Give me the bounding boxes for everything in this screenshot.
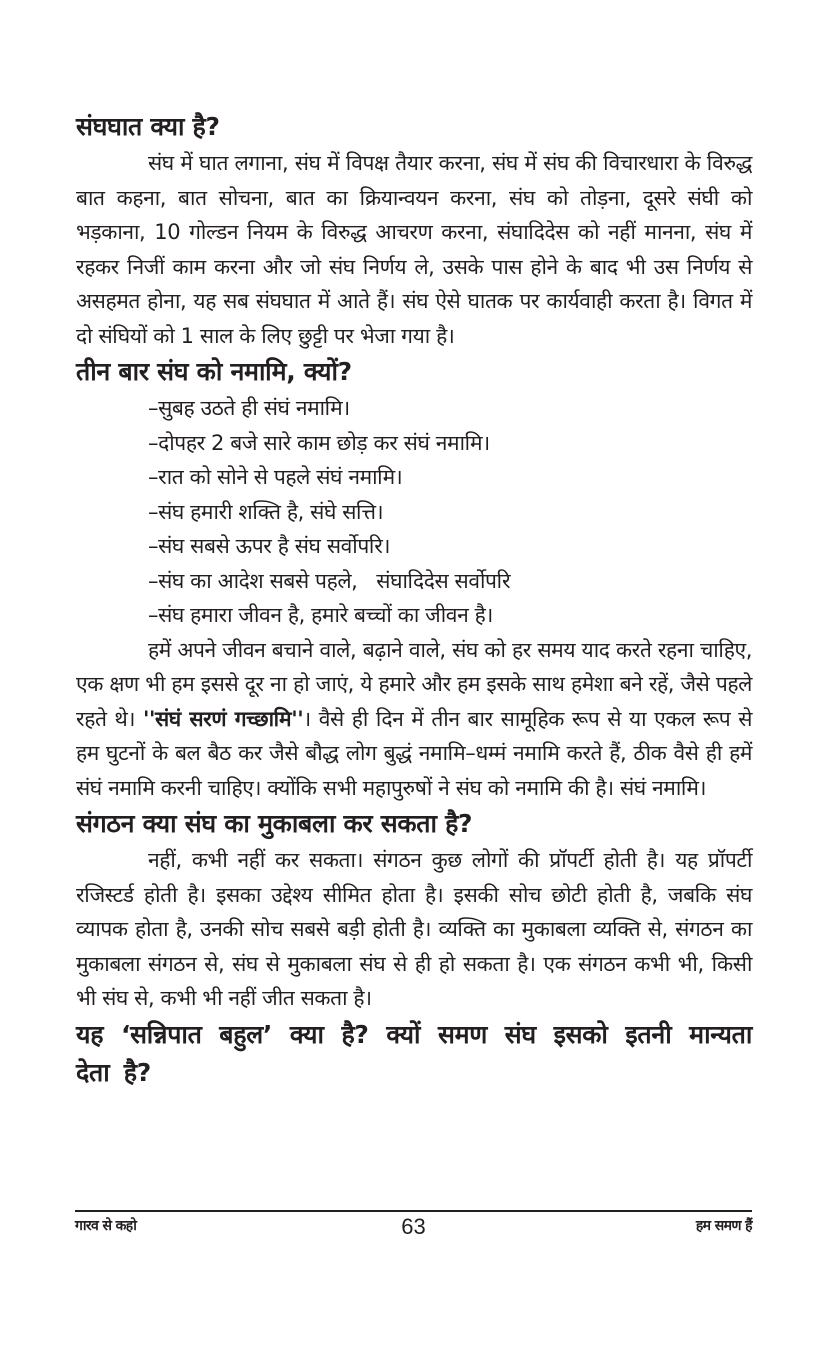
bold-quote: ''संघं सरणं गच्छामि'' [142,706,304,731]
section-heading-sannipat: यह ‘सन्निपात बहुल’ क्या है? क्यों समण संघ इसको इतनी मान्यता देता है? [76,1019,752,1087]
list-item: –सुबह उठते ही संघं नमामि। [148,396,350,420]
dash-list [76,391,752,633]
footer-running-head: हम समण हैं [695,1218,752,1234]
footer-book-title: गारव से कहो [75,1218,137,1234]
section-heading-sanghghat: संघघात क्या है? [76,112,220,141]
footer-divider [75,1210,752,1212]
section-heading-sangathan: संगठन क्या संघ का मुकाबला कर सकता है? [76,809,473,838]
paragraph-text: संघ में घात लगाना, संघ में विपक्ष तैयार करना, संघ में संघ की विचारधारा के विरुद्ध बात कहना, बात सोचना, बात का क्रियान्वयन करना, संघ को तोड़ना, दूसरे संघी को भड़काना, 10 गोल्डन नियम के विरुद्ध आचरण करना, संघादिदेस को नहीं मानना, संघ में रहकर निजीं काम करना और जो संघ निर्णय ले, उसके पास होने के बाद भी उस निर्णय से असहमत होना, यह सब संघघात में आते हैं। संघ ऐसे घातक पर कार्यवाही करता है। विगत में दो संघियों को 1 साल के लिए छुट्टी पर भेजा गया है। [76,151,752,348]
paragraph-text: । वैसे ही दिन में तीन बार सामूहिक रूप से या एकल रूप से हम घुटनों के बल बैठ कर जैसे बौद्ध लोग बुद्धं नमामि–धम्मं नमामि करते हैं, ठीक वैसे ही हमें संघं नमामि करनी चाहिए। क्योंकि सभी महापुरुषों ने संघ को नमामि की है। संघं नमामि। [76,706,753,800]
paragraph-text: हमें अपने जीवन बचाने वाले, बढ़ाने वाले, संघ को हर समय याद करते रहना चाहिए, एक क्षण भी हम इससे दूर ना हो जाएं, ये हमारे और हम इसके साथ हमेशा बने रहें, जैसे पहले रहते थे। [76,637,752,731]
list-item: –संघ सबसे ऊपर है संघ सर्वोपरि। [148,534,391,558]
list-item: –संघ का आदेश सबसे पहले, संघादिदेस सर्वोपरि [148,568,511,593]
section-paragraph-sangathan [76,843,752,1016]
list-item: –संघ हमारा जीवन है, हमारे बच्चों का जीवन है। [148,603,493,627]
section-heading-teen-baar: तीन बार संघ को नमामि, क्यों? [76,357,352,386]
section-paragraph-teen-baar [76,633,752,806]
list-item: –संघ हमारी शक्ति है, संघे सत्ति। [148,499,384,524]
list-item: –रात को सोने से पहले संघं नमामि। [148,465,403,489]
page-number: 63 [401,1214,426,1239]
page-body [76,108,752,1092]
page-footer [75,1214,752,1244]
section-paragraph-sanghghat [76,146,752,353]
list-item: –दोपहर 2 बजे सारे काम छोड़ कर संघं नमामि। [148,430,490,455]
paragraph-text: नहीं, कभी नहीं कर सकता। संगठन कुछ लोगों की प्रॉपर्टी होती है। यह प्रॉपर्टी रजिस्टर्ड होती है। इसका उद्देश्य सीमित होता है। इसकी सोच छोटी होती है, जबकि संघ व्यापक होता है, उनकी सोच सबसे बड़ी होती है। व्यक्ति का मुकाबला व्यक्ति से, संगठन का मुकाबला संगठन से, संघ से मुकाबला संघ से ही हो सकता है। एक संगठन कभी भी, किसी भी संघ से, कभी भी नहीं जीत सकता है। [76,848,752,1010]
